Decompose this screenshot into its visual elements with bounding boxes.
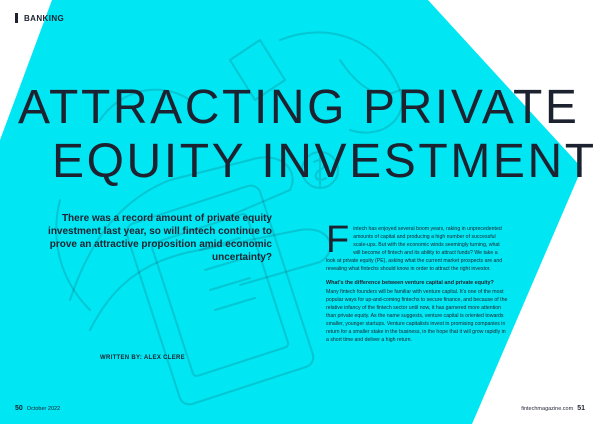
page-number-right: 51 (577, 405, 585, 412)
intro-paragraph (326, 219, 508, 273)
footer-left (15, 405, 60, 412)
website-link[interactable]: fintechmagazine.com (521, 406, 574, 412)
headline-line-1: ATTRACTING PRIVATE (18, 81, 580, 134)
issue-date: October 2022 (26, 406, 61, 412)
subheading: What’s the difference between venture capital and private equity? (326, 280, 494, 287)
standfirst: There was a record amount of private equity investment last year, so will fintech continue to prove an attractive proposition amid economic uncertainty? (48, 213, 272, 263)
section-label: BANKING (24, 13, 65, 23)
intro-text: intech has enjoyed several boom years, raking in unprecedented amounts of capital and producing a high number of successful scale-ups. But with the economic winds seemingly turning, what will become of fintech and its ability to attract funds? We take a look at private equity (PE), asking what the current market prospects are and revealing what fintechs should know in order to attract the right investor. (326, 226, 503, 273)
section-tag-bar (15, 13, 18, 23)
footer-right (521, 405, 585, 412)
byline: WRITTEN BY: ALEX CLERE (100, 355, 185, 361)
headline-line-2: EQUITY INVESTMENT (52, 135, 597, 188)
page-number-left: 50 (15, 405, 23, 412)
section-tag (15, 13, 64, 23)
drop-cap: F (326, 219, 350, 261)
article-body (326, 219, 508, 350)
body-paragraph: Many fintech founders will be familiar with venture capital. It’s one of the most popular ways for up-and-coming fintechs to secure finance, and because of the relative infancy of the fintech sector until now, it has garnered more attention than private equity. As the name suggests, venture capital is oriented towards smaller, younger startups. Venture capitalists invest in promising companies in return for a smaller stake in the business, in the hope that it will grow rapidly in a short time and deliver a high return. (326, 288, 508, 344)
